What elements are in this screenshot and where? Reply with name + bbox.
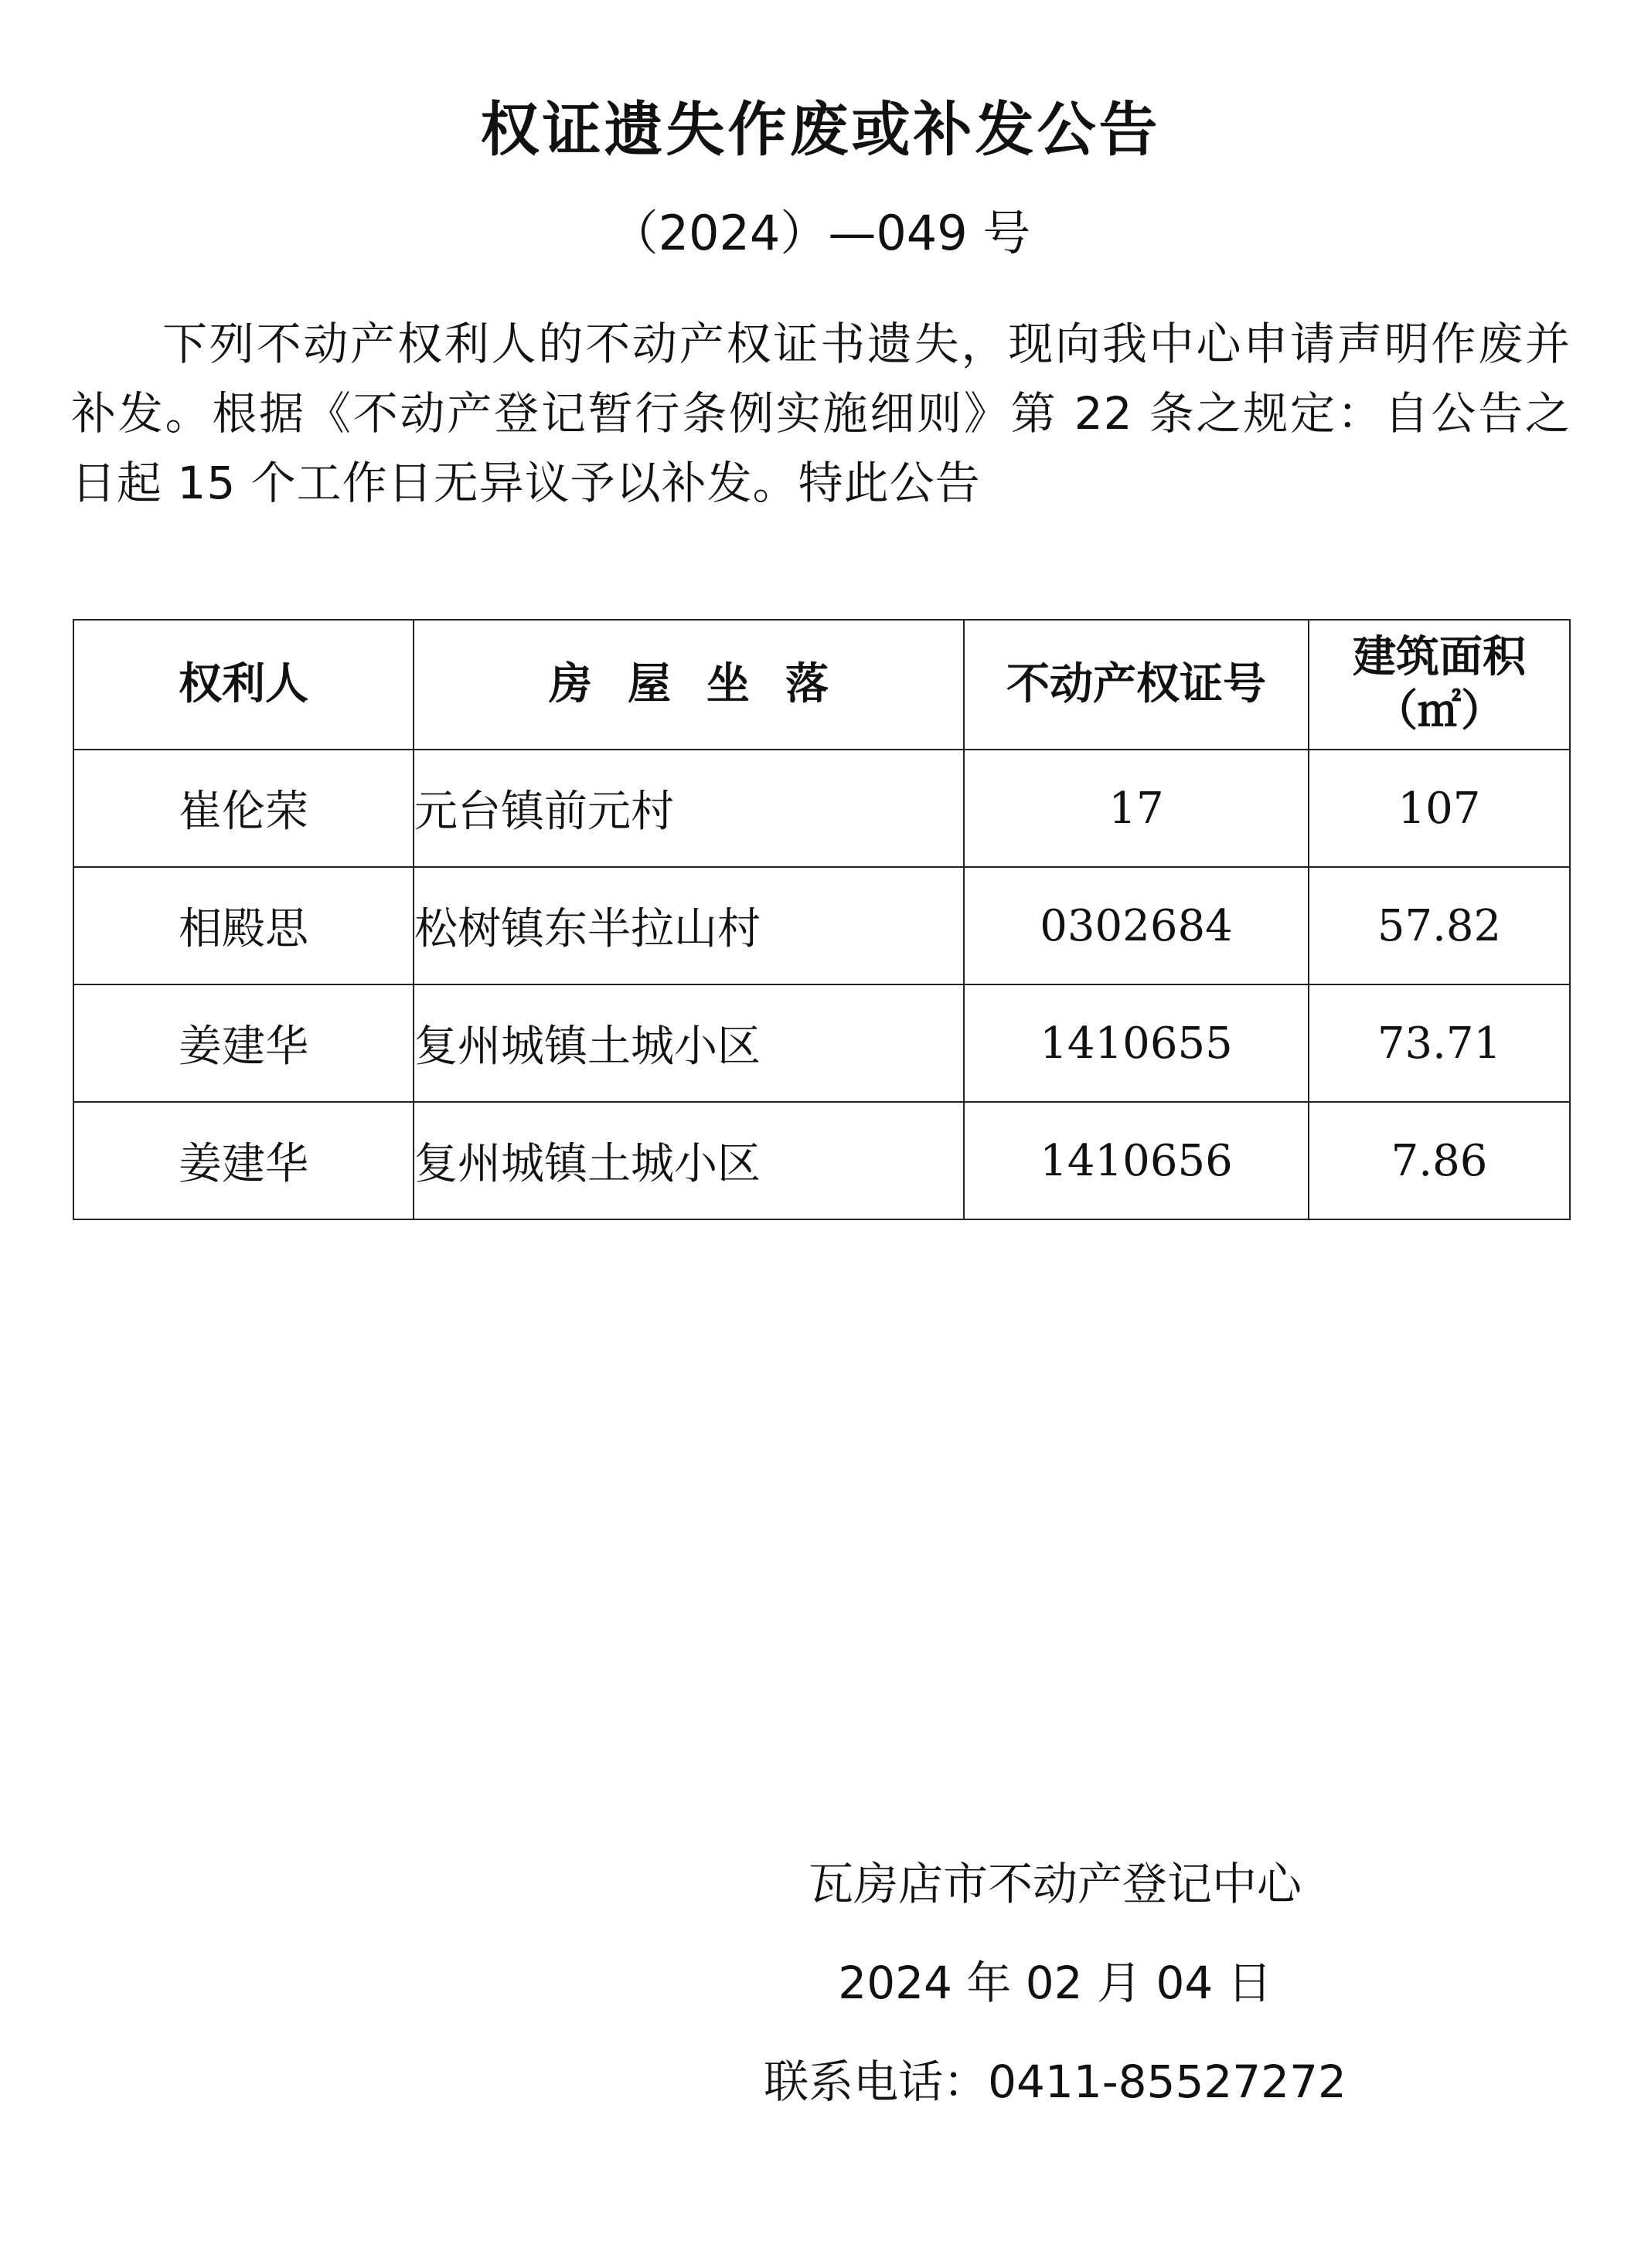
issuer-name: 瓦房店市不动产登记中心	[808, 1858, 1302, 1910]
header-location-label: 房屋坐落	[549, 659, 864, 709]
header-area	[1309, 620, 1570, 750]
table-row	[73, 750, 1570, 867]
cell-location: 复州城镇土城小区	[414, 1102, 964, 1219]
table-header-row	[73, 620, 1570, 750]
header-area-label: 建筑面积	[1353, 632, 1526, 682]
cell-cert: 17	[964, 750, 1309, 867]
table-row	[73, 984, 1570, 1102]
notice-title: 权证遗失作废或补发公告	[480, 95, 1161, 164]
cell-location: 复州城镇土城小区	[414, 984, 964, 1102]
table-row	[73, 1102, 1570, 1219]
notice-body: 下列不动产权利人的不动产权证书遗失，现向我中心申请声明作废并补发。根据《不动产登记暂行条例实施细则》第 22 条之规定：自公告之日起 15 个工作日无异议予以补发。特此公告	[71, 318, 1571, 509]
contact-phone: 联系电话：0411-85527272	[764, 2055, 1347, 2108]
cell-location: 元台镇前元村	[414, 750, 964, 867]
cell-cert: 1410655	[964, 984, 1309, 1102]
header-location	[414, 620, 964, 750]
cell-owner: 相殿思	[73, 867, 414, 984]
cell-area: 57.82	[1309, 867, 1570, 984]
table-row	[73, 867, 1570, 984]
cell-owner: 姜建华	[73, 984, 414, 1102]
cell-area: 107	[1309, 750, 1570, 867]
cell-owner: 崔伦荣	[73, 750, 414, 867]
header-area-unit: （㎡）	[1374, 686, 1504, 736]
header-cert: 不动产权证号	[964, 620, 1309, 750]
cell-cert: 0302684	[964, 867, 1309, 984]
header-owner: 权利人	[73, 620, 414, 750]
issue-date: 2024 年 02 月 04 日	[838, 1957, 1272, 2009]
records-table	[73, 619, 1571, 1220]
notice-number: （2024）—049 号	[610, 205, 1031, 261]
cell-owner: 姜建华	[73, 1102, 414, 1219]
cell-area: 7.86	[1309, 1102, 1570, 1219]
cell-area: 73.71	[1309, 984, 1570, 1102]
cell-cert: 1410656	[964, 1102, 1309, 1219]
cell-location: 松树镇东半拉山村	[414, 867, 964, 984]
